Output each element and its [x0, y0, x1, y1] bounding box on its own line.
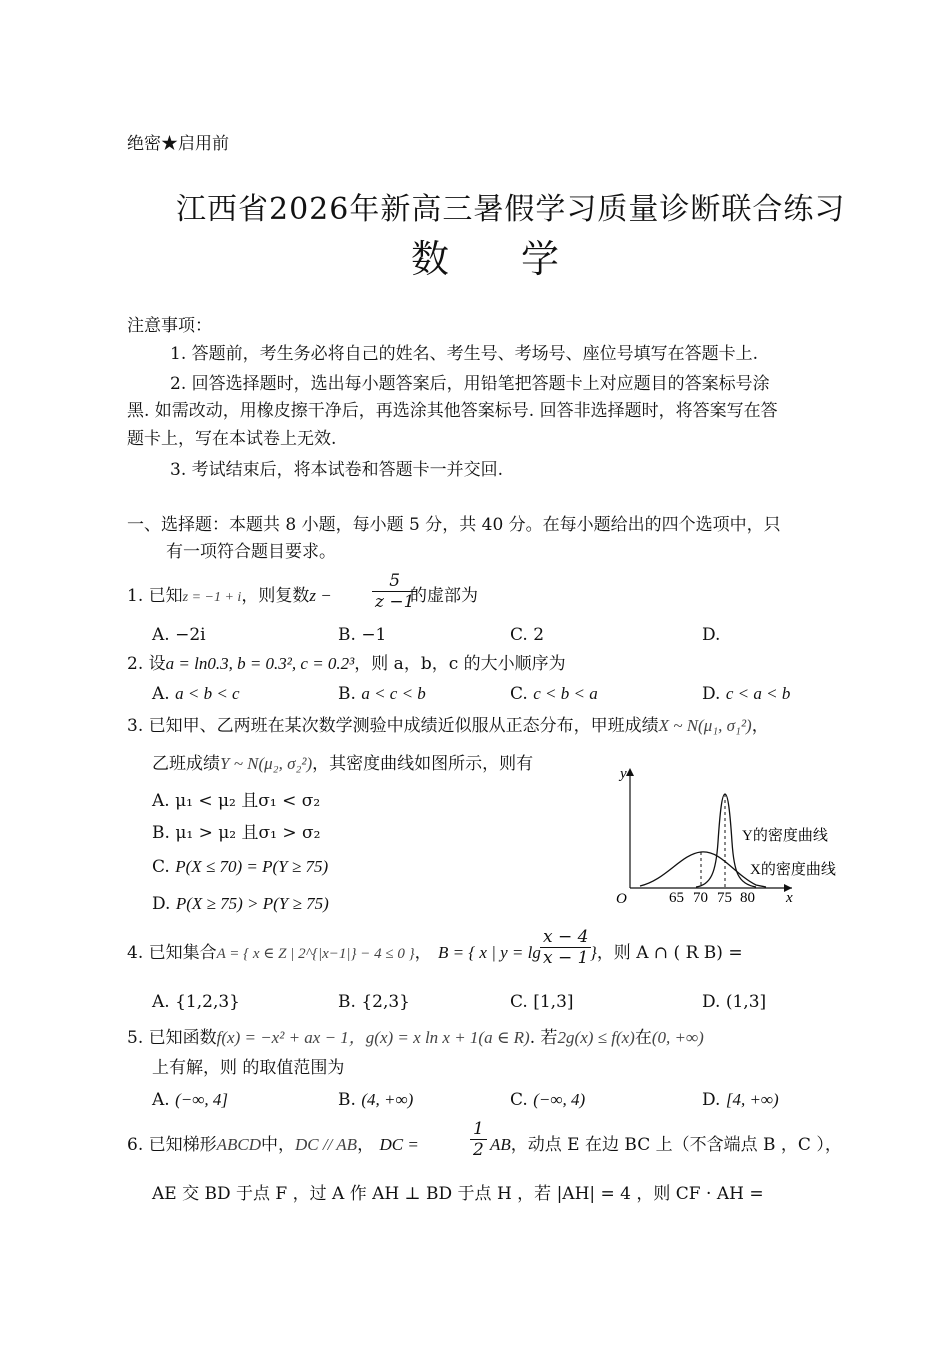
question-number: 1. — [127, 586, 144, 606]
option-label: B. — [338, 684, 356, 704]
fraction-numerator: x − 4 — [540, 927, 591, 948]
option-label: D. — [702, 684, 721, 704]
question-6 — [127, 1133, 419, 1157]
question-6-cont — [490, 1133, 842, 1157]
math-expression: A = { x ∈ Z | 2^{|x−1|} − 4 ≤ 0 } — [216, 946, 415, 962]
question-number: 4. — [127, 943, 144, 963]
math-expression: Y ~ N(μ₂, σ₂²) — [220, 754, 313, 773]
note-2-cont: 黑. 如需改动，用橡皮擦干净后，再选涂其他答案标号. 回答非选择题时，将答案写在答 — [127, 401, 778, 421]
option-label: B. — [338, 992, 356, 1012]
math-expression: f(x) = −x² + ax − 1，g(x) = x ln x + 1(a ∈ R) — [216, 1028, 530, 1047]
math-expression: z − — [309, 586, 332, 605]
question-text: 乙班成绩 — [152, 754, 220, 774]
fraction-denominator: 2 — [473, 1140, 484, 1160]
question-4 — [127, 941, 432, 966]
math-expression: X ~ N(μ₁, σ₁²) — [658, 716, 752, 735]
question-text: 已知 — [148, 586, 183, 606]
question-number: 3. — [127, 716, 144, 736]
tick-label: 75 — [717, 890, 732, 906]
option-d[interactable] — [152, 892, 329, 916]
tick-label: 70 — [693, 890, 708, 906]
option-label: A. — [152, 625, 170, 645]
option-b[interactable] — [338, 990, 410, 1014]
question-number: 6. — [127, 1135, 144, 1155]
option-text: μ₁ < μ₂ 且σ₁ < σ₂ — [175, 791, 321, 811]
set-b-lhs — [438, 941, 541, 965]
x-density-curve — [640, 852, 766, 887]
option-label: D. — [702, 992, 721, 1012]
note-3: 3. 考试结束后，将本试卷和答题卡一并交回. — [170, 460, 504, 480]
question-text: ，则 a，b，c 的大小顺序为 — [354, 654, 566, 674]
origin-label: O — [616, 891, 627, 907]
option-text: μ₁ > μ₂ 且σ₁ > σ₂ — [175, 823, 321, 843]
option-text: P(X ≥ 75) > P(Y ≥ 75) — [175, 894, 329, 913]
question-text: ， — [414, 943, 432, 963]
confidential-mark: 绝密★启用前 — [127, 134, 229, 154]
option-b[interactable] — [338, 623, 386, 647]
option-a[interactable] — [152, 990, 240, 1014]
option-text: [1,3] — [533, 992, 574, 1012]
option-text: a < b < c — [175, 684, 240, 703]
option-c[interactable] — [510, 682, 598, 706]
question-text: 设 — [148, 654, 166, 674]
question-text: 在 — [634, 1028, 652, 1048]
y-curve-label: Y的密度曲线 — [742, 828, 828, 844]
option-b[interactable] — [152, 821, 320, 845]
option-label: D. — [702, 1090, 721, 1110]
option-text: 2 — [533, 625, 545, 645]
subject-title: 数学 — [411, 237, 632, 281]
math-expression: z = −1 + i — [182, 590, 242, 605]
option-text: −1 — [361, 625, 387, 645]
option-a[interactable] — [152, 789, 320, 813]
option-label: C. — [510, 1090, 528, 1110]
math-expression: (0, +∞) — [651, 1028, 704, 1047]
math-expression: AB — [490, 1135, 511, 1154]
question-1 — [127, 584, 332, 610]
question-text: ，则复数 — [241, 586, 310, 606]
option-a[interactable] — [152, 682, 240, 706]
question-text: ，其密度曲线如图所示，则有 — [312, 754, 534, 774]
fraction-numerator: 1 — [470, 1119, 487, 1140]
math-expression: 2g(x) ≤ f(x) — [557, 1028, 635, 1047]
option-text: (−∞, 4] — [175, 1090, 228, 1109]
option-d[interactable] — [702, 1088, 779, 1112]
question-text: 的虚部为 — [410, 586, 478, 606]
option-text: [4, +∞) — [725, 1090, 779, 1109]
y-axis-arrow — [626, 768, 634, 776]
note-1: 1. 答题前，考生务必将自己的姓名、考生号、考场号、座位号填写在答题卡上. — [170, 344, 759, 364]
question-text: ，则 A ∩ ( R B) = — [596, 943, 743, 963]
question-3-line2 — [152, 752, 533, 776]
option-text: −2i — [175, 625, 206, 645]
option-label: D. — [702, 625, 721, 645]
section-heading: 一、选择题：本题共 8 小题，每小题 5 分，共 40 分。在每小题给出的四个选项中，只 — [127, 515, 781, 535]
option-label: D. — [152, 894, 171, 914]
option-a[interactable] — [152, 1088, 228, 1112]
question-5-line2: 上有解，则 的取值范围为 — [152, 1058, 345, 1078]
option-label: B. — [338, 1090, 356, 1110]
option-label: B. — [152, 823, 170, 843]
question-text: . 若 — [529, 1028, 558, 1048]
question-text: 已知梯形 — [148, 1135, 217, 1155]
option-label: A. — [152, 684, 170, 704]
option-c[interactable] — [510, 990, 574, 1014]
question-3 — [127, 714, 769, 738]
x-axis-label: x — [786, 890, 793, 906]
question-5 — [127, 1026, 704, 1050]
math-expression: } — [590, 943, 597, 962]
option-a[interactable] — [152, 623, 206, 647]
question-text: 已知函数 — [148, 1028, 217, 1048]
question-text: 中， — [261, 1135, 296, 1155]
option-text: c < b < a — [533, 684, 598, 703]
question-text: ， — [751, 716, 769, 736]
question-number: 2. — [127, 654, 144, 674]
option-c[interactable] — [152, 855, 328, 879]
y-axis-label: y — [620, 766, 627, 782]
question-text: 已知甲、乙两班在某次数学测验中成绩近似服从正态分布，甲班成绩 — [148, 716, 659, 736]
math-expression: B = { x | y = lg — [438, 943, 541, 962]
question-6-line2: AE 交 BD 于点 F ，过 A 作 AH ⊥ BD 于点 H ，若 |AH| = 4 ，则 CF · AH = — [152, 1184, 764, 1204]
tick-label: 80 — [740, 890, 755, 906]
option-text: (4, +∞) — [361, 1090, 414, 1109]
question-text: ，动点 E 在边 BC 上（不含端点 B ，C ）， — [510, 1135, 842, 1155]
option-label: A. — [152, 992, 170, 1012]
option-d[interactable] — [702, 623, 720, 647]
option-label: C. — [152, 857, 170, 877]
option-text: P(X ≤ 70) = P(Y ≥ 75) — [175, 857, 329, 876]
fraction — [540, 927, 591, 968]
fraction-numerator: 5 — [372, 571, 417, 592]
option-c[interactable] — [510, 623, 544, 647]
option-text: a < c < b — [361, 684, 426, 703]
option-label: C. — [510, 684, 528, 704]
math-expression: a = ln0.3, b = 0.3², c = 0.2³ — [165, 654, 355, 673]
option-text: c < a < b — [725, 684, 791, 703]
option-label: A. — [152, 1090, 170, 1110]
question-2 — [127, 652, 566, 676]
set-b-rhs — [590, 941, 743, 965]
option-b[interactable] — [338, 1088, 413, 1112]
math-expression: ABCD — [216, 1135, 262, 1154]
option-d[interactable] — [702, 682, 790, 706]
question-text: 已知集合 — [148, 943, 217, 963]
question-text: ， — [357, 1135, 375, 1155]
option-label: C. — [510, 625, 528, 645]
density-curve-figure — [606, 762, 856, 912]
option-text: (1,3] — [725, 992, 767, 1012]
note-2: 2. 回答选择题时，选出每小题答案后，用铅笔把答题卡上对应题目的答案标号涂 — [170, 374, 770, 394]
tick-label: 65 — [669, 890, 684, 906]
fraction — [470, 1119, 487, 1160]
option-label: C. — [510, 992, 528, 1012]
exam-title: 江西省2026年新高三暑假学习质量诊断联合练习 — [176, 192, 846, 227]
option-text: {2,3} — [361, 992, 410, 1012]
option-label: B. — [338, 625, 356, 645]
option-c[interactable] — [510, 1088, 585, 1112]
note-2-cont2: 题卡上，写在本试卷上无效. — [127, 429, 337, 449]
section-heading-cont: 有一项符合题目要求。 — [166, 542, 336, 562]
option-b[interactable] — [338, 682, 426, 706]
option-text: {1,2,3} — [175, 992, 240, 1012]
fraction-denominator: x − 1 — [543, 948, 589, 968]
option-label: A. — [152, 791, 170, 811]
fraction-denominator: z −1 — [375, 592, 415, 612]
option-d[interactable] — [702, 990, 766, 1014]
math-expression: DC = — [379, 1135, 419, 1154]
x-curve-label: X的密度曲线 — [750, 862, 836, 878]
math-expression: DC // AB — [295, 1135, 358, 1154]
option-text: (−∞, 4) — [533, 1090, 586, 1109]
notes-heading: 注意事项： — [127, 316, 212, 336]
question-number: 5. — [127, 1028, 144, 1048]
